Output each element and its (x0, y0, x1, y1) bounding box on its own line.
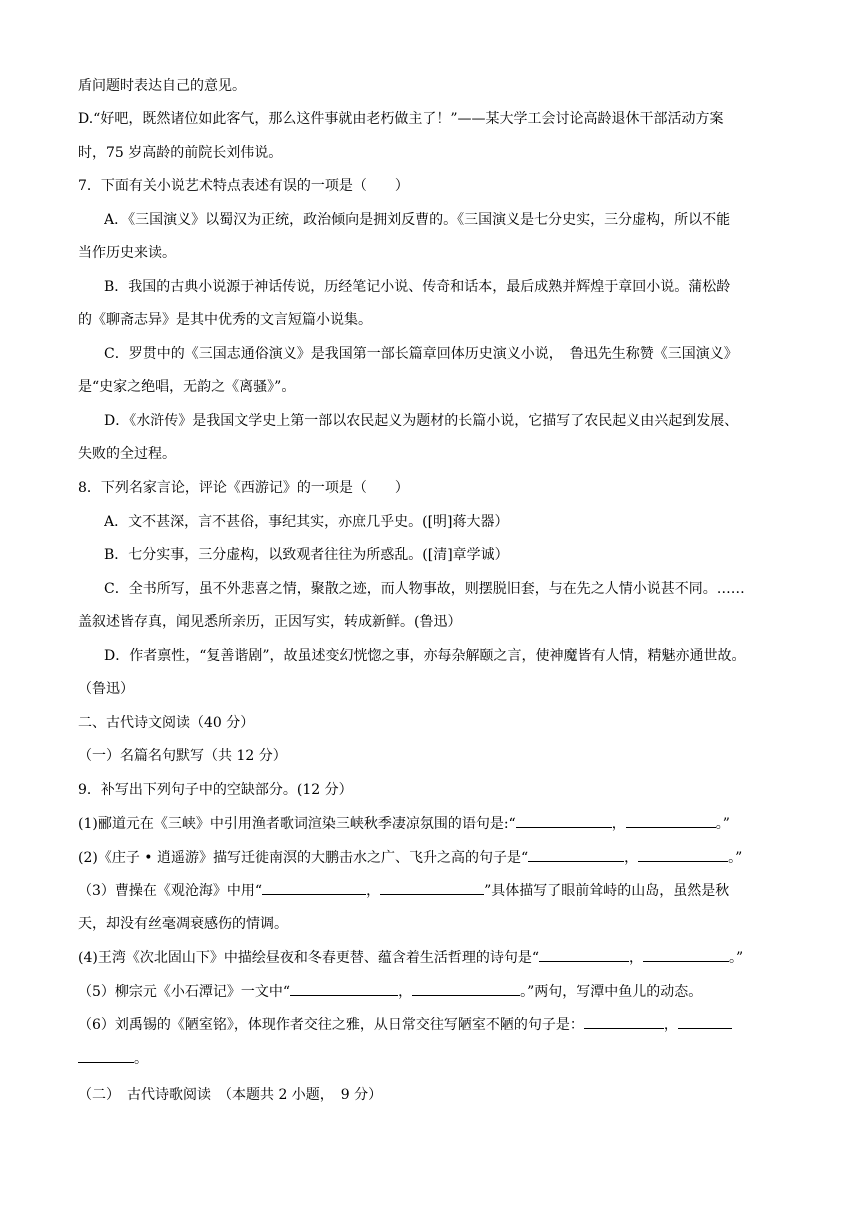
item-text: （3）曹操在《观沧海》中用“ (78, 883, 263, 899)
separator: ， (624, 850, 639, 866)
item-text: (2)《庄子 • 逍遥游》描写迁徙南溟的大鹏击水之广、飞升之高的句子是“ (78, 850, 529, 866)
question-8: 8．下列名家言论，评论《西游记》的一项是（ ） (78, 480, 409, 496)
text-line: 是“史家之绝唱，无韵之《离骚》”。 (78, 379, 296, 395)
item-end: 。” (728, 850, 743, 866)
q7-option-a: A．《三国演义》以蜀汉为正统，政治倾向是拥刘反曹的。《三国演义是七分史实，三分虚构，所以不能 (104, 212, 731, 228)
separator: ， (398, 984, 413, 1000)
text-line: 天，却没有丝毫凋衰感伤的情调。 (78, 916, 288, 932)
text-line: 当作历史来读。 (78, 245, 176, 261)
q9-item-1 (78, 813, 788, 834)
subsection-heading: （二） 古代诗歌阅读 （本题共 2 小题， 9 分） (78, 1087, 383, 1103)
separator: ， (366, 883, 381, 899)
item-end: 。 (134, 1051, 148, 1067)
answer-blank[interactable] (380, 880, 484, 895)
answer-blank[interactable] (78, 1048, 134, 1063)
section-heading: 二、古代诗文阅读（40 分） (78, 715, 255, 731)
q9-item-2 (78, 847, 788, 868)
separator: ， (663, 1017, 678, 1033)
text-line: （鲁迅） (78, 681, 134, 697)
answer-blank[interactable] (412, 981, 520, 996)
subsection-heading: （一）名篇名句默写（共 12 分） (78, 748, 287, 764)
item-text: 。”两句，写潭中鱼儿的动态。 (520, 984, 703, 1000)
q7-option-b: B．我国的古典小说源于神话传说，历经笔记小说、传奇和话本，最后成熟并辉煌于章回小说。蒲松龄 (104, 279, 731, 295)
item-text: ”具体描写了眼前耸峙的山岛，虽然是秋 (484, 883, 730, 899)
separator: ， (611, 816, 626, 832)
item-text: （6）刘禹锡的《陋室铭》，体现作者交往之雅，从日常交往写陋室不陋的句子是： (78, 1017, 584, 1033)
item-end: 。” (729, 950, 744, 966)
question-9: 9．补写出下列句子中的空缺部分。(12 分） (78, 782, 353, 798)
text-line: 盖叙述皆存真，闻见悉所亲历，正因写实，转成新鲜。(鲁迅） (78, 614, 462, 630)
q7-option-c: C．罗贯中的《三国志通俗演义》是我国第一部长篇章回体历史演义小说， 鲁迅先生称赞《三国演义》 (104, 346, 738, 362)
item-text: (4)王湾《次北固山下》中描绘昼夜和冬春更替、蕴含着生活哲理的诗句是“ (78, 950, 539, 966)
answer-blank[interactable] (539, 947, 629, 962)
text-line: 失败的全过程。 (78, 446, 176, 462)
q8-option-c: C．全书所写，虽不外悲喜之情，聚散之迹，而人物事故，则摆脱旧套，与在先之人情小说甚不同。…… (104, 581, 745, 597)
q9-item-6-continued (78, 1048, 788, 1069)
item-text: （5）柳宗元《小石潭记》一文中“ (78, 984, 291, 1000)
text-line: 时，75 岁高龄的前院长刘伟说。 (78, 145, 283, 161)
q8-option-d: D．作者禀性，“复善谐剧”，故虽述变幻恍惚之事，亦每杂解颐之言，使神魔皆有人情，精魅亦通世故。 (104, 648, 746, 664)
text-line: 的《聊斋志异》是其中优秀的文言短篇小说集。 (78, 312, 372, 328)
q9-item-6 (78, 1014, 788, 1035)
answer-blank[interactable] (584, 1014, 664, 1029)
answer-blank[interactable] (290, 981, 398, 996)
answer-blank[interactable] (626, 813, 716, 828)
separator: ， (629, 950, 643, 966)
q8-option-a: A．文不甚深，言不甚俗，事纪其实，亦庶几乎史。([明]蒋大器） (104, 514, 509, 530)
option-d-text: D.“好吧，既然诸位如此客气，那么这件事就由老朽做主了！”——某大学工会讨论高龄退休干部活动方案 (78, 111, 724, 127)
answer-blank[interactable] (643, 947, 729, 962)
answer-blank[interactable] (528, 847, 624, 862)
text-line: 盾问题时表达自己的意见。 (78, 78, 246, 94)
answer-blank[interactable] (516, 813, 612, 828)
question-7: 7．下面有关小说艺术特点表述有误的一项是（ ） (78, 178, 409, 194)
answer-blank[interactable] (638, 847, 728, 862)
q9-item-4 (78, 947, 788, 968)
q9-item-3 (78, 880, 788, 901)
item-text: (1)郦道元在《三峡》中引用渔者歌词渲染三峡秋季凄凉氛围的语句是:“ (78, 816, 516, 832)
item-end: 。” (715, 816, 730, 832)
q9-item-5 (78, 981, 788, 1002)
q7-option-d: D．《水浒传》是我国文学史上第一部以农民起义为题材的长篇小说，它描写了农民起义由兴起到发展、 (104, 413, 739, 429)
q8-option-b: B．七分实事，三分虚构，以致观者往往为所惑乱。([清]章学诚） (104, 547, 509, 563)
answer-blank[interactable] (678, 1014, 732, 1029)
answer-blank[interactable] (262, 880, 366, 895)
